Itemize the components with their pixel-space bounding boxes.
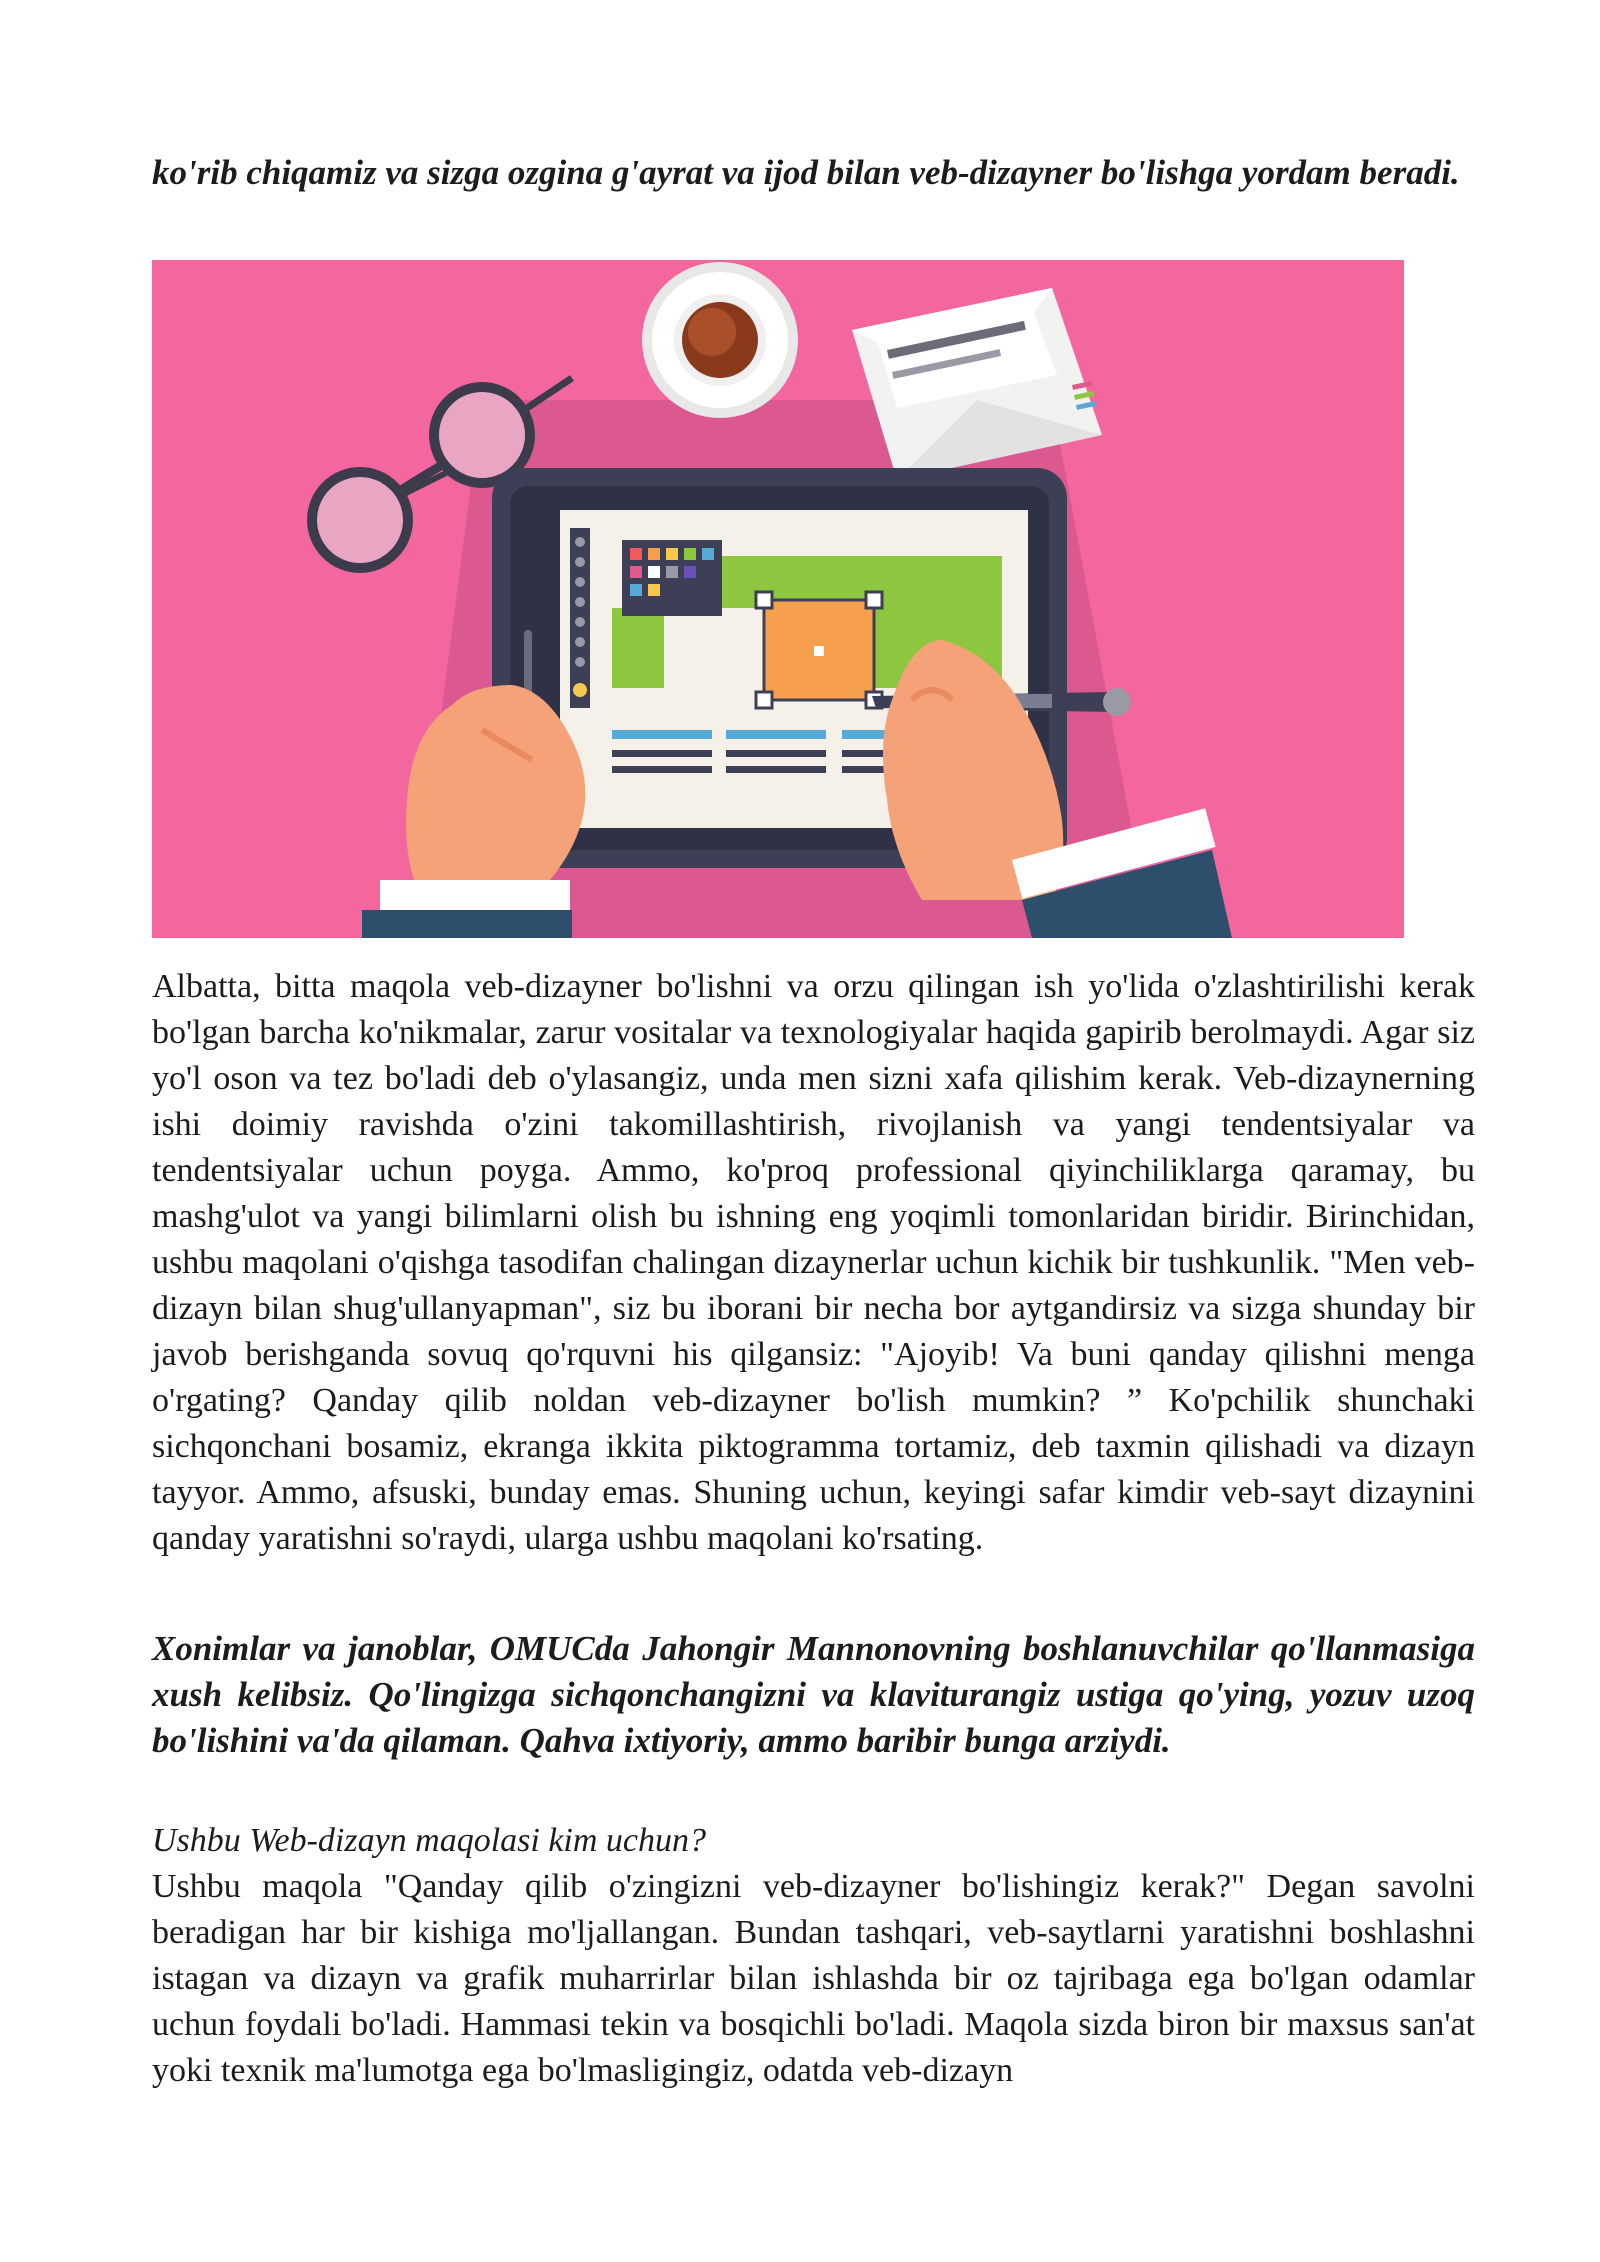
section-subheading: Ushbu Web-dizayn maqolasi kim uchun? xyxy=(152,1822,707,1859)
web-design-illustration xyxy=(152,260,1404,938)
intro-text: ko'rib chiqamiz va sizga ozgina g'ayrat va ijod bilan veb-dizayner bo'lishga yordam beradi. xyxy=(152,153,1460,192)
body-paragraph-1: Albatta, bitta maqola veb-dizayner bo'lishni va orzu qilingan ish yo'lida o'zlashtirilishi kerak bo'lgan barcha ko'nikmalar, zarur vositalar va texnologiyalar haqida gapirib berolmaydi. Agar siz yo'l oson va tez bo'ladi deb o'ylasangiz, unda men sizni xafa qilishim kerak. Veb-dizaynerning ishi doimiy ravishda o'zini takomillashtirish, rivojlanish va yangi tendentsiyalar va tendentsiyalar uchun poyga. Ammo, ko'proq professional qiyinchiliklarga qaramay, bu mashg'ulot va yangi bilimlarni olish bu ishning eng yoqimli tomonlaridan biridir. Birinchidan, ushbu maqolani o'qishga tasodifan chalingan dizaynerlar uchun kichik bir tushkunlik. "Men veb-dizayn bilan shug'ullanyapman", siz bu iborani bir necha bor aytgandirsiz va sizga shunday bir javob berishganda sovuq qo'rquvni his qilgansiz: "Ajoyib! Va buni qanday qilishni menga o'rgating? Qanday qilib noldan veb-dizayner bo'lish mumkin? ” Ko'pchilik shunchaki sichqonchani bosamiz, ekranga ikkita piktogramma tortamiz, deb taxmin qilishadi va dizayn tayyor. Ammo, afsuski, bunday emas. Shuning uchun, keyingi safar kimdir veb-sayt dizaynini qanday yaratishni so'raydi, ularga ushbu maqolani ko'rsating. xyxy=(152,968,1475,1557)
body-paragraph-2: Xonimlar va janoblar, OMUCda Jahongir Mannonovning boshlanuvchilar qo'llanmasiga xush kelibsiz. Qo'lingizga sichqonchangizni va klaviturangiz ustiga qo'ying, yozuv uzoq bo'lishini va'da qilaman. Qahva ixtiyoriy, ammo baribir bunga arziydi. xyxy=(152,1629,1475,1760)
coffee-cup-icon xyxy=(642,262,798,418)
body-paragraph-3: Ushbu maqola "Qanday qilib o'zingizni veb-dizayner bo'lishingiz kerak?" Degan savolni beradigan har bir kishiga mo'ljallangan. Bundan tashqari, veb-saytlarni yaratishni boshlashni istagan va dizayn va grafik muharrirlar bilan ishlashda bir oz tajribaga ega bo'lgan odamlar uchun foydali bo'ladi. Hammasi tekin va bosqichli bo'ladi. Maqola sizda biron bir maxsus san'at yoki texnik ma'lumotga ega bo'lmasligingiz, odatda veb-dizayn xyxy=(152,1868,1475,2089)
